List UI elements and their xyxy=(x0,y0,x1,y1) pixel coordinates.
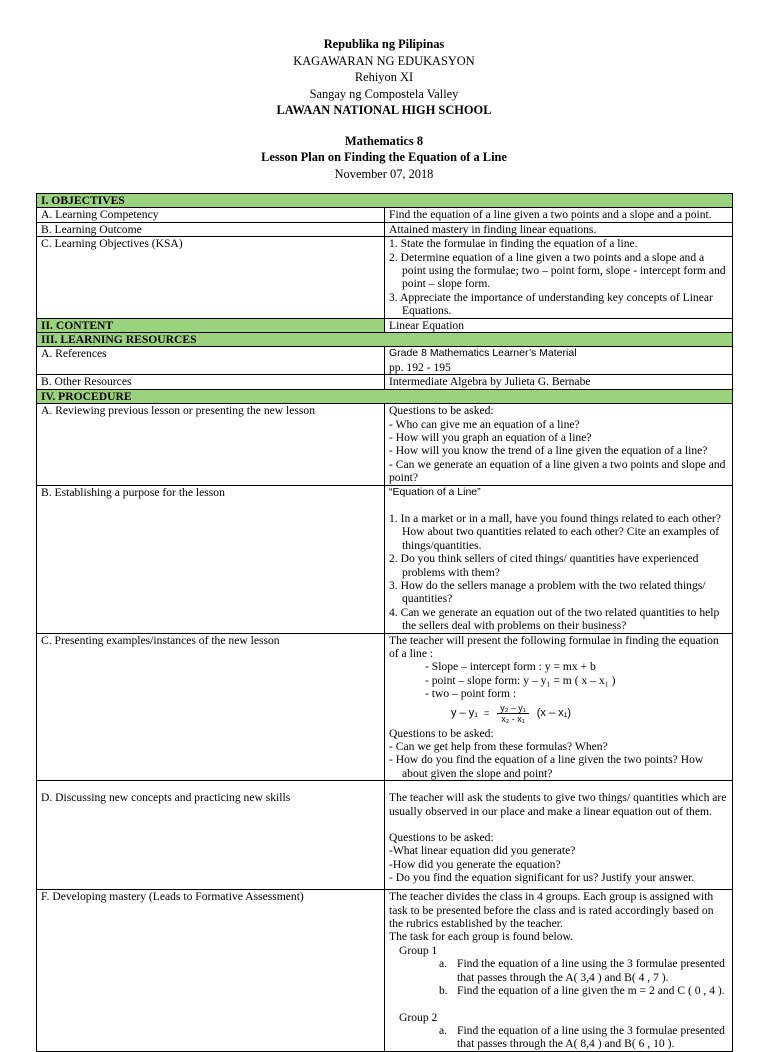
table-row xyxy=(37,375,733,389)
item-text: Find the equation of a line using the 3 formulae presented that passes through the A( 3,4 ) and B( 4 , 7 ). xyxy=(457,957,725,984)
header-region: Rehiyon XI xyxy=(354,70,414,84)
item-text: Find the equation of a line given the m = 2 and C ( 0 , 4 ). xyxy=(457,984,725,998)
formula-left: y – y₁ xyxy=(451,706,478,719)
row-label: C. Presenting examples/instances of the new lesson xyxy=(37,633,385,781)
section-heading: IV. PROCEDURE xyxy=(37,389,733,403)
list-item: Questions to be asked: xyxy=(389,404,494,418)
fraction-numerator: y₂ – y₁ xyxy=(497,703,529,714)
list-item: -What linear equation did you generate? xyxy=(389,844,576,858)
row-label: B. Learning Outcome xyxy=(37,222,385,236)
lesson-plan-table xyxy=(36,193,733,1052)
row-value xyxy=(385,404,733,485)
formula-equals: = xyxy=(483,707,490,718)
reference-pages: pp. 192 - 195 xyxy=(389,360,451,374)
fraction-denominator: x₂ - x₁ xyxy=(501,714,525,725)
section-content xyxy=(37,318,733,332)
purpose-title: “Equation of a Line” xyxy=(389,485,481,498)
item-marker: a. xyxy=(439,957,448,971)
item-marker: a. xyxy=(439,1023,448,1037)
formula-right: (x – x₁) xyxy=(536,706,572,719)
group-title: Group 1 xyxy=(399,943,438,957)
table-row xyxy=(37,485,733,633)
item-text: Find the equation of a line using the 3 formulae presented that passes through the A( 8,4 ) and B( 6 , 10 ). xyxy=(457,1023,725,1051)
two-point-formula-label: - two – point form : xyxy=(425,687,517,701)
table-row xyxy=(37,890,733,1051)
document-header xyxy=(0,36,768,182)
list-item: - How do you find the equation of a line given the two points? How about given the slope and point? xyxy=(389,753,704,780)
list-item: 3. How do the sellers manage a problem with the two related things/ quantities? xyxy=(389,578,706,606)
mastery-task: The task for each group is found below. xyxy=(389,930,574,944)
row-value: Find the equation of a line given a two points and a slope and a point. xyxy=(385,208,733,222)
formula-intro: The teacher will present the following formulae in finding the equation of a line : xyxy=(389,633,719,660)
list-item: 3. Appreciate the importance of understanding key concepts of Linear Equations. xyxy=(389,290,713,318)
row-label: B. Other Resources xyxy=(37,375,385,389)
section-heading: II. CONTENT xyxy=(37,318,385,332)
row-label: B. Establishing a purpose for the lesson xyxy=(37,485,385,633)
list-item: - Do you find the equation significant for us? Justify your answer. xyxy=(389,871,695,885)
table-row xyxy=(37,633,733,781)
row-label: F. Developing mastery (Leads to Formative Assessment) xyxy=(37,890,385,1051)
two-point-formula xyxy=(389,701,728,727)
row-label: A. Reviewing previous lesson or presenting the new lesson xyxy=(37,404,385,485)
slope-intercept-formula: - Slope – intercept form : y = mx + b xyxy=(425,660,596,674)
list-item: - Can we get help from these formulas? When? xyxy=(389,740,608,754)
row-value xyxy=(385,485,733,633)
section-resources xyxy=(37,333,733,347)
row-value xyxy=(385,781,733,890)
list-item: - Who can give me an equation of a line? xyxy=(389,417,580,431)
list-item: -How did you generate the equation? xyxy=(389,857,561,871)
subject-title: Mathematics 8 xyxy=(344,133,424,148)
section-procedure xyxy=(37,389,733,403)
row-label: A. References xyxy=(37,347,385,375)
table-row xyxy=(37,237,733,318)
list-item: 4. Can we generate an equation out of the two related quantities to help the sellers deal with problems on their business? xyxy=(389,605,720,633)
list-item: - How will you graph an equation of a line? xyxy=(389,430,592,444)
table-row xyxy=(37,222,733,236)
content-value: Linear Equation xyxy=(385,318,733,332)
list-item xyxy=(389,984,728,997)
header-division: Sangay ng Compostela Valley xyxy=(309,86,459,101)
questions-title: Questions to be asked: xyxy=(389,831,494,845)
table-row xyxy=(37,781,733,890)
row-value: Intermediate Algebra by Julieta G. Bernabe xyxy=(385,375,733,389)
group-title: Group 2 xyxy=(399,1010,438,1024)
row-label: C. Learning Objectives (KSA) xyxy=(37,237,385,318)
row-label: A. Learning Competency xyxy=(37,208,385,222)
lesson-date: November 07, 2018 xyxy=(334,166,434,181)
table-row xyxy=(37,208,733,222)
point-slope-formula: - point – slope form: y – y₁ = m ( x – x₁ ) xyxy=(425,673,616,687)
list-item: 1. State the formulae in finding the equation of a line. xyxy=(389,237,638,251)
row-value xyxy=(385,347,733,375)
questions-title: Questions to be asked: xyxy=(389,726,494,740)
header-school: LAWAAN NATIONAL HIGH SCHOOL xyxy=(276,103,492,117)
formula-fraction xyxy=(497,703,529,724)
list-item: 2. Do you think sellers of cited things/ quantities have experienced problems with them? xyxy=(389,552,699,579)
table-row xyxy=(37,347,733,375)
list-item: 1. In a market or in a mall, have you found things related to each other? How about two quantities related to each other? Cite an examples of things/quantities. xyxy=(389,511,721,552)
row-value: Attained mastery in finding linear equations. xyxy=(385,222,733,236)
lesson-title: Lesson Plan on Finding the Equation of a Line xyxy=(261,150,507,164)
section-heading: I. OBJECTIVES xyxy=(37,194,733,208)
row-value xyxy=(385,633,733,781)
list-item xyxy=(389,1024,728,1051)
mastery-intro: The teacher divides the class in 4 groups. Each group is assigned with task to be presented before the class and is rated accordingly based on the rubrics established by the teacher. xyxy=(389,890,714,931)
section-heading: III. LEARNING RESOURCES xyxy=(37,333,733,347)
section-objectives xyxy=(37,194,733,208)
reference-book: Grade 8 Mathematics Learner’s Material xyxy=(389,347,577,360)
header-republic: Republika ng Pilipinas xyxy=(323,37,445,51)
list-item: - Can we generate an equation of a line given a two points and slope and point? xyxy=(389,457,726,485)
list-item: 2. Determine equation of a line given a two points and a slope and a point using the formulae; two – point form, slope - intercept form and point – slope form. xyxy=(389,250,726,291)
row-value xyxy=(385,237,733,318)
discussion-intro: The teacher will ask the students to give two things/ quantities which are usually observed in our place and make a linear equation out of them. xyxy=(389,791,727,818)
item-marker: b. xyxy=(439,984,448,998)
list-item xyxy=(389,957,728,984)
header-department: KAGAWARAN NG EDUKASYON xyxy=(293,53,475,68)
row-value xyxy=(385,890,733,1051)
row-label: D. Discussing new concepts and practicing new skills xyxy=(37,781,385,890)
list-item: - How will you know the trend of a line given the equation of a line? xyxy=(389,444,708,458)
table-row xyxy=(37,404,733,485)
